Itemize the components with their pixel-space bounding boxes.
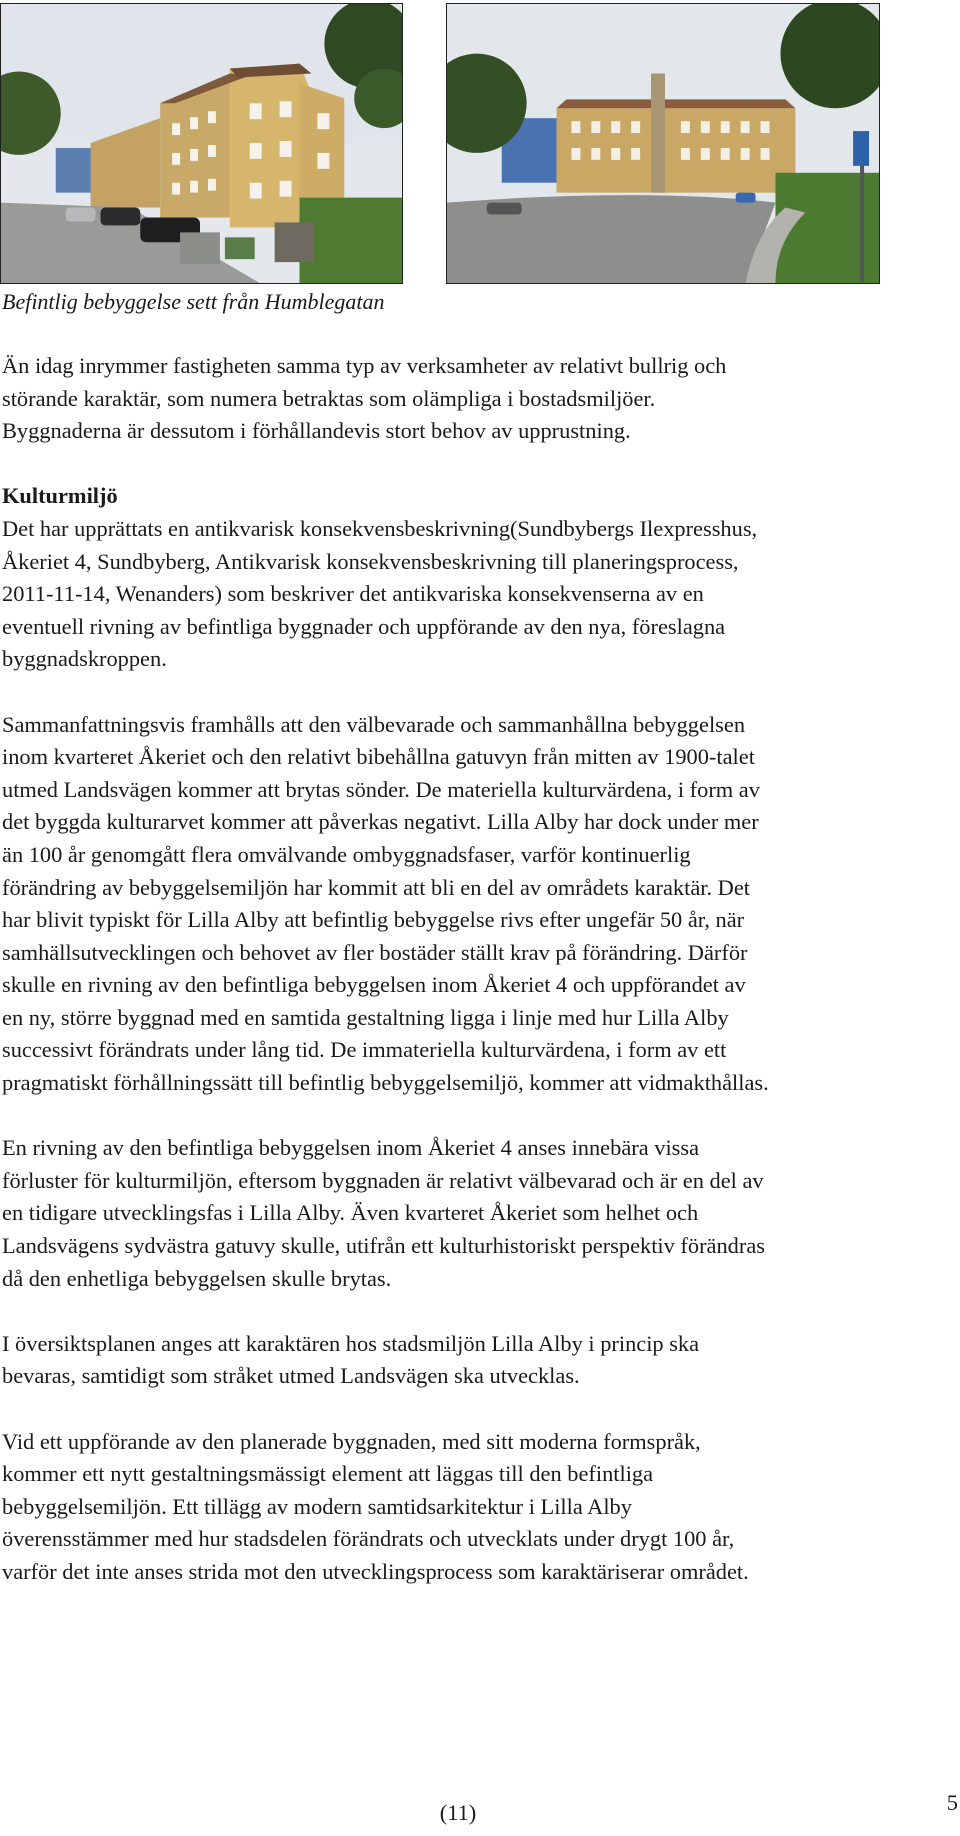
body-text xyxy=(2,350,958,1621)
page-center-marker: (11) xyxy=(439,1800,477,1825)
heading-kulturmiljo: Kulturmiljö xyxy=(2,483,118,509)
page-number: 5 xyxy=(946,1790,958,1815)
paragraph-kulturmiljo-3: En rivning av den befintliga bebyggelsen inom Åkeriet 4 anses innebära vissa förluster för kulturmiljön, eftersom byggnaden är relativt välbevarad och är en del av en tidigare utvecklingsfas i Lilla Alby. Även kvarteret Åkeriet som helhet och Landsvägens sydvästra gatuvy skulle, utifrån ett kulturhistoriskt perspektiv förändras då den enhetliga bebyggelsen skulle brytas. xyxy=(2,1135,765,1291)
courtyard-building-image xyxy=(447,4,879,283)
paragraph-kulturmiljo-2: Sammanfattningsvis framhålls att den välbevarade och sammanhållna bebyggelsen inom kvarteret Åkeriet och den relativt bibehållna gatuvyn från mitten av 1900-talet utmed Landsvägen kommer att brytas sönder. De materiella kulturvärdena, i form av det byggda kulturarvet kommer att påverkas negativt. Lilla Alby har dock under mer än 100 år genomgått flera omvälvande ombyggnadsfaser, varför kontinuerlig förändring av bebyggelsemiljön har kommit att bli en del av områdets karaktär. Det har blivit typiskt för Lilla Alby att befintlig bebyggelse rivs efter ungefär 50 år, när samhällsutvecklingen och behovet av fler bostäder ställt krav på förändring. Därför skulle en rivning av den befintliga bebyggelsen inom Åkeriet 4 och uppförandet av en ny, större byggnad med en samtida gestaltning ligga i linje med hur Lilla Alby successivt förändrats under lång tid. De immateriella kulturvärdena, i form av ett pragmatiskt förhållningssätt till befintlig bebyggelsemiljö, kommer att vidmakthållas. xyxy=(2,711,769,1096)
figure-caption: Befintlig bebyggelse sett från Humblegatan xyxy=(2,289,385,314)
paragraph-intro: Än idag inrymmer fastigheten samma typ av verksamheter av relativt bullrig och störande karaktär, som numera betraktas som olämpliga i bostadsmiljöer. Byggnaderna är dessutom i förhållandevis stort behov av upprustning. xyxy=(2,353,727,444)
paragraph-kulturmiljo-4: I översiktsplanen anges att karaktären hos stadsmiljön Lilla Alby i princip ska bevaras, samtidigt som stråket utmed Landsvägen ska utvecklas. xyxy=(2,1330,700,1389)
street-buildings-image xyxy=(1,4,402,283)
paragraph-kulturmiljo-5: Vid ett uppförande av den planerade byggnaden, med sitt moderna formspråk, kommer ett nytt gestaltningsmässigt element att läggas till den befintliga bebyggelsemiljön. Ett tillägg av modern samtidsarkitektur i Lilla Alby överensstämmer med hur stadsdelen förändrats och utvecklats under drygt 100 år, varför det inte anses strida mot den utvecklingsprocess som karaktäriserar området. xyxy=(2,1428,749,1584)
photo-right xyxy=(446,3,880,284)
paragraph-kulturmiljo-1: Det har upprättats en antikvarisk konsekvensbeskrivning(Sundbybergs Ilexpresshus, Åkeriet 4, Sundbyberg, Antikvarisk konsekvensbeskrivning till planeringsprocess, 2011-11-14, Wenanders) som beskriver det antikvariska konsekvenserna av en eventuell rivning av befintliga byggnader och uppförande av den nya, föreslagna byggnadskroppen. xyxy=(2,515,758,672)
photo-left xyxy=(0,3,403,284)
